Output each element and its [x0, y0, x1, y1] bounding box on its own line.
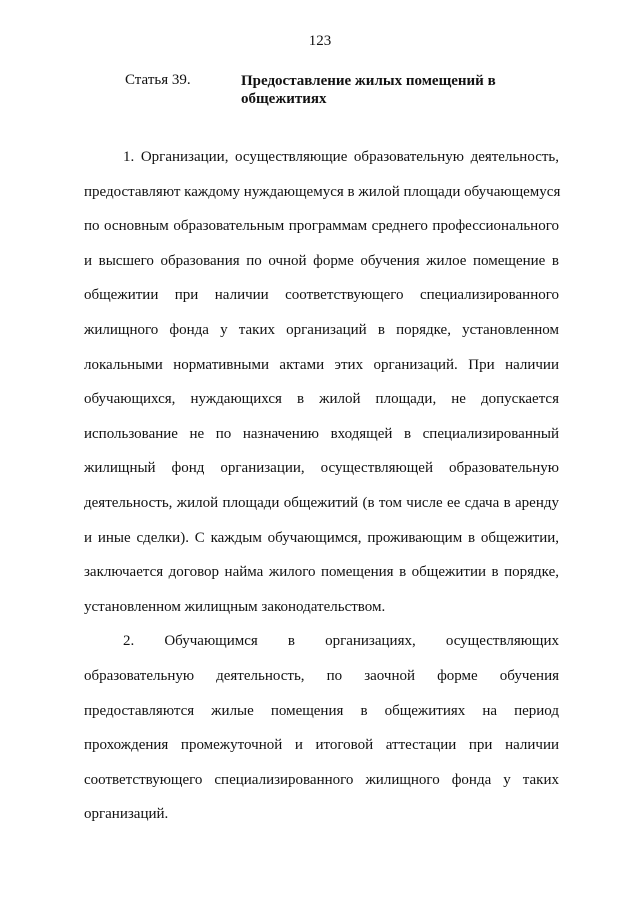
paragraph-line: общежитии при наличии соответствующего специализированного: [84, 287, 559, 304]
article-title: [241, 72, 541, 108]
paragraph-line: организаций.: [84, 806, 169, 823]
paragraph-line: 1. Организации, осуществляющие образовательную деятельность,: [123, 149, 559, 165]
paragraph-line: и иные сделки). С каждым обучающимся, проживающим в общежитии,: [84, 529, 559, 546]
paragraph-line: соответствующего специализированного жилищного фонда у таких: [84, 771, 559, 788]
paragraph-line: предоставляют каждому нуждающемуся в жилой площади обучающемуся: [84, 183, 561, 200]
article-body: [84, 140, 559, 832]
paragraph-line: по основным образовательным программам среднего профессионального: [84, 218, 559, 235]
article-label: Статья 39.: [125, 72, 191, 88]
paragraph-line: локальными нормативными актами этих организаций. При наличии: [84, 356, 559, 373]
paragraph-line: прохождения промежуточной и итоговой аттестации при наличии: [84, 737, 559, 754]
paragraph-2: [84, 624, 559, 832]
paragraph-line: образовательную деятельность, по заочной форме обучения: [84, 667, 559, 684]
article-title-line-2: общежитиях: [241, 91, 327, 107]
paragraph-line: заключается договор найма жилого помещения в общежитии в порядке,: [84, 564, 559, 581]
paragraph-line: установленном жилищным законодательством.: [84, 598, 386, 615]
page-number: 123: [308, 33, 332, 49]
paragraph-line: обучающихся, нуждающихся в жилой площади, не допускается: [84, 391, 559, 408]
paragraph-line: предоставляются жилые помещения в общежитиях на период: [84, 702, 559, 719]
paragraph-line: 2. Обучающимся в организациях, осуществляющих: [123, 633, 559, 650]
paragraph-line: и высшего образования по очной форме обучения жилое помещение в: [84, 252, 559, 269]
paragraph-line: жилищный фонд организации, осуществляющей образовательную: [84, 460, 559, 477]
paragraph-line: деятельность, жилой площади общежитий (в том числе ее сдача в аренду: [84, 494, 559, 511]
paragraph-line: использование не по назначению входящей в специализированный: [84, 425, 559, 442]
article-title-line-1: Предоставление жилых помещений в: [241, 73, 496, 89]
paragraph-1: [84, 140, 559, 624]
paragraph-line: жилищного фонда у таких организаций в порядке, установленном: [84, 321, 559, 338]
